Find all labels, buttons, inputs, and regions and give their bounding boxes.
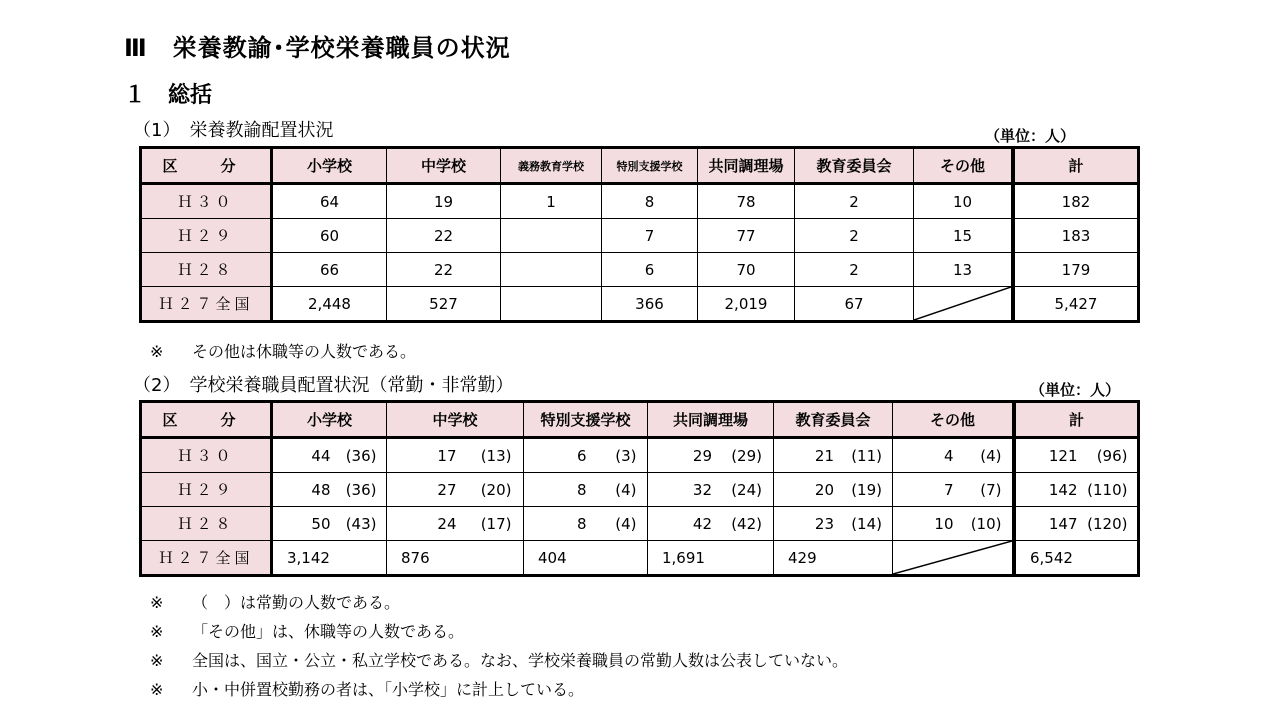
- table1-row-label: Ｈ２７全国: [142, 287, 273, 320]
- table2-fulltime-value: (17): [480, 514, 512, 533]
- table2-header-board: 教育委員会: [774, 403, 893, 439]
- table1-header-junior-high: 中学校: [387, 149, 501, 185]
- table1-cell: 179: [1012, 253, 1137, 287]
- table1-cell: 64: [273, 185, 387, 219]
- table2-fulltime-value: (7): [980, 480, 1002, 499]
- table2-cell: [648, 439, 774, 473]
- table2-row: [142, 541, 1137, 574]
- table2-fulltime-value: (10): [970, 514, 1002, 533]
- table2-total-value: 10: [934, 514, 954, 533]
- footnote: [150, 619, 464, 642]
- table2-cell: [893, 507, 1013, 541]
- table2-row-label: Ｈ２９: [142, 473, 273, 507]
- table1-cell: 13: [914, 253, 1012, 287]
- table2-total-value: 6: [576, 446, 587, 465]
- table2-cell: [774, 507, 893, 541]
- table2-cell: [387, 473, 524, 507]
- table2-value: 429: [788, 548, 817, 567]
- note-mark: ※: [150, 680, 164, 699]
- table1-cell: 77: [698, 219, 795, 253]
- table1-cell: [501, 219, 602, 253]
- table1-note-text: その他は休職等の人数である。: [192, 342, 417, 361]
- table1-cell: 66: [273, 253, 387, 287]
- table2-cell: [524, 541, 648, 574]
- table2-cell: [648, 507, 774, 541]
- table1-row: [142, 253, 1137, 287]
- table1-unit: （単位：人）: [985, 127, 1076, 145]
- table2-fulltime-value: (43): [345, 514, 377, 533]
- table1-cell: 2,448: [273, 287, 387, 320]
- note-mark: ※: [150, 651, 164, 670]
- table1-row-label: Ｈ２９: [142, 219, 273, 253]
- table2-fulltime-value: (120): [1087, 514, 1128, 533]
- table1-cell: 183: [1012, 219, 1137, 253]
- table2-header-other: その他: [893, 403, 1013, 439]
- table2-total-value: 27: [437, 480, 457, 499]
- table2-header-elementary: 小学校: [273, 403, 387, 439]
- table1-cell: 70: [698, 253, 795, 287]
- table1-header-total: 計: [1012, 149, 1137, 185]
- table2-cell: [648, 541, 774, 574]
- table2-total-value: 20: [814, 480, 834, 499]
- table2-fulltime-value: (3): [615, 446, 637, 465]
- table2-header-row: [142, 403, 1137, 439]
- table1-cell: 8: [602, 185, 698, 219]
- section-heading: １ 総括: [124, 83, 213, 108]
- table1-header-joint-kitchen: 共同調理場: [698, 149, 795, 185]
- table2-fulltime-value: (4): [980, 446, 1002, 465]
- table1-cell: 7: [602, 219, 698, 253]
- table2-row-label: Ｈ３０: [142, 439, 273, 473]
- footnote-text: 「その他」は、休職等の人数である。: [192, 622, 465, 641]
- table2-fulltime-value: (36): [345, 446, 377, 465]
- table1-cell: 67: [795, 287, 914, 320]
- table2-cell: [774, 439, 893, 473]
- footnote-text: 全国は、国立・公立・私立学校である。なお、学校栄養職員の常勤人数は公表していない。: [192, 651, 849, 670]
- table2-total-value: 50: [311, 514, 331, 533]
- table2-cell: [774, 473, 893, 507]
- note-mark: ※: [150, 593, 164, 612]
- table1-cell: 15: [914, 219, 1012, 253]
- table1-row: [142, 185, 1137, 219]
- footnote-text: 小・中併置校勤務の者は、「小学校」に計上している。: [192, 680, 585, 699]
- table2-fulltime-value: (36): [345, 480, 377, 499]
- table2-fulltime-value: (29): [731, 446, 762, 465]
- table1-cell: 527: [387, 287, 501, 320]
- table2-cell: [1013, 439, 1137, 473]
- table2-total-value: 42: [692, 514, 712, 533]
- table1-header-special-support: 特別支援学校: [602, 149, 698, 185]
- table2-header-total: 計: [1013, 403, 1137, 439]
- table1-caption: （1） 栄養教諭配置状況: [133, 120, 334, 141]
- table2-value: 1,691: [662, 548, 705, 567]
- table1-cell: 182: [1012, 185, 1137, 219]
- table1-cell: 5,427: [1012, 287, 1137, 320]
- table2-total-value: 29: [692, 446, 712, 465]
- table1-cell: 19: [387, 185, 501, 219]
- table2-caption: （2） 学校栄養職員配置状況（常勤・非常勤）: [133, 375, 514, 396]
- table2-cell: [387, 541, 524, 574]
- table2-value: 876: [401, 548, 430, 567]
- table2-row: [142, 507, 1137, 541]
- page-title: Ⅲ 栄養教諭･学校栄養職員の状況: [124, 34, 511, 62]
- table2-cell: [893, 439, 1013, 473]
- note-mark: ※: [150, 342, 164, 361]
- table2-fulltime-value: (14): [851, 514, 882, 533]
- table1-cell: 10: [914, 185, 1012, 219]
- table2-cell: [1013, 507, 1137, 541]
- table2-cell: [387, 507, 524, 541]
- table2-header-junior-high: 中学校: [387, 403, 524, 439]
- table1-header-board: 教育委員会: [795, 149, 914, 185]
- footnote-text: （ ）は常勤の人数である。: [192, 593, 401, 612]
- table2-total-value: 147: [1048, 514, 1078, 533]
- table2-fulltime-value: (24): [731, 480, 762, 499]
- diagonal-slash: [893, 541, 1012, 574]
- table2-value: 6,542: [1030, 548, 1073, 567]
- footnote: [150, 648, 848, 671]
- table2-header-category: 区 分: [142, 403, 273, 439]
- table1-cell: 2: [795, 253, 914, 287]
- table1-header-elementary: 小学校: [273, 149, 387, 185]
- table2-cell: [273, 507, 387, 541]
- table2-cell: [524, 439, 648, 473]
- table1-cell: [914, 287, 1012, 320]
- table2-row-label: Ｈ２７全国: [142, 541, 273, 574]
- table2-total-value: 23: [814, 514, 834, 533]
- table1-cell: 2: [795, 219, 914, 253]
- table2-row-label: Ｈ２８: [142, 507, 273, 541]
- table2-total-value: 44: [311, 446, 331, 465]
- table2-cell: [774, 541, 893, 574]
- table2-cell: [893, 541, 1013, 574]
- table2-total-value: 8: [576, 480, 587, 499]
- table1-cell: 1: [501, 185, 602, 219]
- table2-row: [142, 473, 1137, 507]
- table2-cell: [648, 473, 774, 507]
- table1-cell: 2: [795, 185, 914, 219]
- nutrition-staff-table: [139, 400, 1140, 577]
- table2-total-value: 121: [1048, 446, 1078, 465]
- table1-header-compulsory: 義務教育学校: [501, 149, 602, 185]
- table2-fulltime-value: (110): [1087, 480, 1128, 499]
- table1-cell: 78: [698, 185, 795, 219]
- table1-cell: 366: [602, 287, 698, 320]
- table2-header-joint-kitchen: 共同調理場: [648, 403, 774, 439]
- table2-fulltime-value: (11): [851, 446, 882, 465]
- table1-cell: 22: [387, 219, 501, 253]
- table2-cell: [387, 439, 524, 473]
- note-mark: ※: [150, 622, 164, 641]
- table1-cell: 60: [273, 219, 387, 253]
- table2-fulltime-value: (4): [615, 514, 637, 533]
- table2-cell: [893, 473, 1013, 507]
- footnote: [150, 590, 400, 613]
- table2-total-value: 142: [1048, 480, 1078, 499]
- table2-cell: [1013, 473, 1137, 507]
- table2-row: [142, 439, 1137, 473]
- table1-row: [142, 219, 1137, 253]
- table2-cell: [1013, 541, 1137, 574]
- table2-cell: [524, 473, 648, 507]
- table1-row-label: Ｈ３０: [142, 185, 273, 219]
- table2-unit: （単位：人）: [1030, 381, 1121, 399]
- table2-cell: [273, 439, 387, 473]
- table1-row: [142, 287, 1137, 320]
- table2-total-value: 48: [311, 480, 331, 499]
- table2-fulltime-value: (19): [851, 480, 882, 499]
- table2-total-value: 4: [943, 446, 954, 465]
- table2-value: 404: [538, 548, 567, 567]
- table2-total-value: 17: [437, 446, 457, 465]
- table1-cell: 6: [602, 253, 698, 287]
- table2-fulltime-value: (13): [480, 446, 512, 465]
- table1-cell: [501, 287, 602, 320]
- table1-cell: [501, 253, 602, 287]
- table1-row-label: Ｈ２８: [142, 253, 273, 287]
- nutrition-teacher-table: [139, 146, 1140, 323]
- table2-total-value: 8: [576, 514, 587, 533]
- table1-cell: 2,019: [698, 287, 795, 320]
- diagonal-slash: [914, 287, 1011, 320]
- table2-cell: [273, 473, 387, 507]
- table2-fulltime-value: (42): [731, 514, 762, 533]
- table1-cell: 22: [387, 253, 501, 287]
- table1-header-row: [142, 149, 1137, 185]
- table2-fulltime-value: (4): [615, 480, 637, 499]
- table1-header-category: 区 分: [142, 149, 273, 185]
- table2-total-value: 24: [437, 514, 457, 533]
- table2-value: 3,142: [287, 548, 330, 567]
- table2-cell: [273, 541, 387, 574]
- table2-total-value: 32: [692, 480, 712, 499]
- table2-total-value: 21: [814, 446, 834, 465]
- table2-total-value: 7: [943, 480, 954, 499]
- footnote: [150, 677, 584, 700]
- table2-cell: [524, 507, 648, 541]
- table2-header-special-support: 特別支援学校: [524, 403, 648, 439]
- table1-note: [150, 339, 416, 362]
- table2-fulltime-value: (20): [480, 480, 512, 499]
- table2-fulltime-value: (96): [1096, 446, 1128, 465]
- table1-header-other: その他: [914, 149, 1012, 185]
